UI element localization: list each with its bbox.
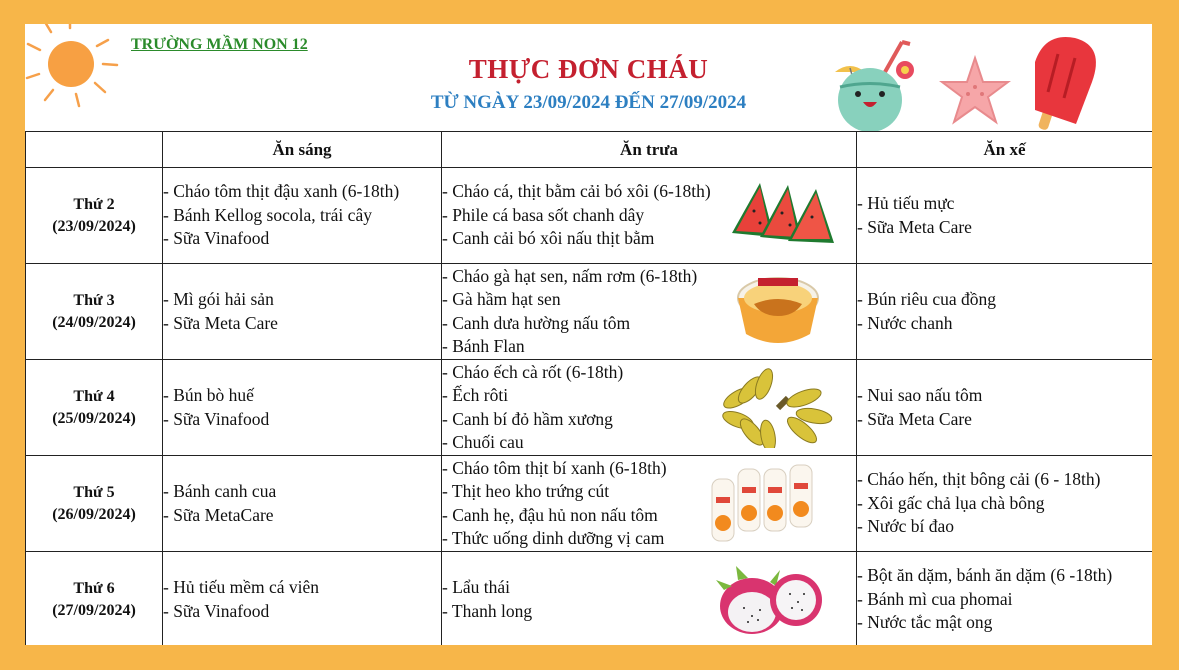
menu-table xyxy=(25,131,1152,645)
list-item: - Gà hầm hạt sen xyxy=(442,289,561,309)
snack-cell xyxy=(857,552,1153,646)
popsicle-icon xyxy=(1035,37,1096,131)
starfish-icon xyxy=(942,58,1008,122)
table-row xyxy=(26,360,1153,456)
table-row xyxy=(26,456,1153,552)
day-date: (25/09/2024) xyxy=(52,409,136,427)
day-cell xyxy=(26,264,163,360)
table-row xyxy=(26,552,1153,646)
list-item: - Bột ăn dặm, bánh ăn dặm (6 -18th) xyxy=(857,565,1113,586)
breakfast-cell xyxy=(163,264,442,360)
breakfast-cell xyxy=(163,456,442,552)
list-item: - Thịt heo kho trứng cút xyxy=(442,481,610,501)
list-item: - Thanh long xyxy=(442,600,533,621)
snack-cell xyxy=(857,360,1153,456)
breakfast-cell xyxy=(163,552,442,646)
list-item: - Chuối cau xyxy=(442,432,524,452)
list-item: - Hủ tiếu mềm cá viên xyxy=(163,577,319,597)
menu-header xyxy=(25,24,1152,132)
list-item: - Nước bí đao xyxy=(857,516,954,537)
lunch-cell xyxy=(442,456,857,552)
list-item: - Sữa MetaCare xyxy=(163,504,274,525)
snack-cell xyxy=(857,456,1153,552)
day-cell xyxy=(26,168,163,264)
banana-image xyxy=(718,368,836,448)
dragonfruit-image xyxy=(714,560,826,640)
list-item: - Cháo cá, thịt bằm cải bó xôi (6-18th) xyxy=(442,181,711,202)
day-cell xyxy=(26,456,163,552)
table-header-row xyxy=(26,132,1153,168)
list-item: - Cháo tôm thịt bí xanh (6-18th) xyxy=(442,457,667,478)
day-date: (26/09/2024) xyxy=(52,505,136,523)
list-item: - Xôi gấc chả lụa chà bông xyxy=(857,492,1045,513)
table-row xyxy=(26,264,1153,360)
list-item: - Sữa Vinafood xyxy=(163,408,270,429)
list-item: - Bún riêu cua đồng xyxy=(857,289,996,309)
header-breakfast: Ăn sáng xyxy=(163,132,442,168)
list-item: - Cháo hến, thịt bông cải (6 - 18th) xyxy=(857,469,1101,490)
menu-paper xyxy=(25,24,1152,645)
school-name: TRƯỜNG MẦM NON 12 xyxy=(131,36,308,53)
list-item: - Hủ tiếu mực xyxy=(857,193,955,213)
list-item: - Cháo ếch cà rốt (6-18th) xyxy=(442,361,624,382)
day-date: (24/09/2024) xyxy=(52,313,136,331)
header-day xyxy=(26,132,163,168)
flan-image xyxy=(734,272,822,352)
day-cell xyxy=(26,552,163,646)
list-item: - Cháo gà hạt sen, nấm rơm (6-18th) xyxy=(442,265,698,286)
list-item: - Nước chanh xyxy=(857,312,953,333)
list-item: - Bánh Flan xyxy=(442,336,525,356)
coconut-drink-icon xyxy=(835,42,914,132)
day-cell xyxy=(26,360,163,456)
orange-drink-image xyxy=(708,461,820,547)
watermelon-image xyxy=(730,181,838,251)
list-item: - Bánh mì cua phomai xyxy=(857,588,1013,609)
page-title: THỰC ĐƠN CHÁU xyxy=(468,54,709,84)
lunch-cell xyxy=(442,552,857,646)
table-row xyxy=(26,168,1153,264)
day-date: (23/09/2024) xyxy=(52,217,136,235)
list-item: - Bánh Kellog socola, trái cây xyxy=(163,204,372,225)
list-item: - Sữa Meta Care xyxy=(857,216,972,237)
lunch-cell xyxy=(442,168,857,264)
breakfast-cell xyxy=(163,168,442,264)
list-item: - Sữa Vinafood xyxy=(163,600,270,621)
list-item: - Lẩu thái xyxy=(442,577,511,597)
list-item: - Thức uống dinh dưỡng vị cam xyxy=(442,528,665,548)
list-item: - Nước tắc mật ong xyxy=(857,612,993,633)
list-item: - Sữa Meta Care xyxy=(857,408,972,429)
list-item: - Sữa Meta Care xyxy=(163,312,278,333)
list-item: - Canh bí đỏ hầm xương xyxy=(442,408,613,429)
list-item: - Sữa Vinafood xyxy=(163,228,270,249)
list-item: - Nui sao nấu tôm xyxy=(857,385,983,405)
header-snack: Ăn xế xyxy=(857,132,1153,168)
list-item: - Canh hẹ, đậu hủ non nấu tôm xyxy=(442,504,658,525)
breakfast-cell xyxy=(163,360,442,456)
snack-cell xyxy=(857,168,1153,264)
summer-decoration-icon xyxy=(830,32,1150,132)
list-item: - Ếch rôti xyxy=(442,385,509,405)
day-name: Thứ 4 xyxy=(73,387,115,405)
list-item: - Canh cải bó xôi nấu thịt bằm xyxy=(442,228,655,249)
header-lunch: Ăn trưa xyxy=(442,132,857,168)
list-item: - Cháo tôm thịt đậu xanh (6-18th) xyxy=(163,181,400,202)
list-item: - Mì gói hải sản xyxy=(163,289,274,309)
list-item: - Phile cá basa sốt chanh dây xyxy=(442,204,645,225)
snack-cell xyxy=(857,264,1153,360)
lunch-cell xyxy=(442,264,857,360)
day-name: Thứ 3 xyxy=(73,291,115,309)
lunch-cell xyxy=(442,360,857,456)
list-item: - Canh dưa hường nấu tôm xyxy=(442,312,631,333)
list-item: - Bún bò huế xyxy=(163,385,254,405)
day-name: Thứ 6 xyxy=(73,579,115,597)
day-name: Thứ 2 xyxy=(73,195,115,213)
date-range: TỪ NGÀY 23/09/2024 ĐẾN 27/09/2024 xyxy=(430,92,747,113)
day-date: (27/09/2024) xyxy=(52,601,136,619)
list-item: - Bánh canh cua xyxy=(163,481,277,501)
day-name: Thứ 5 xyxy=(73,483,115,501)
